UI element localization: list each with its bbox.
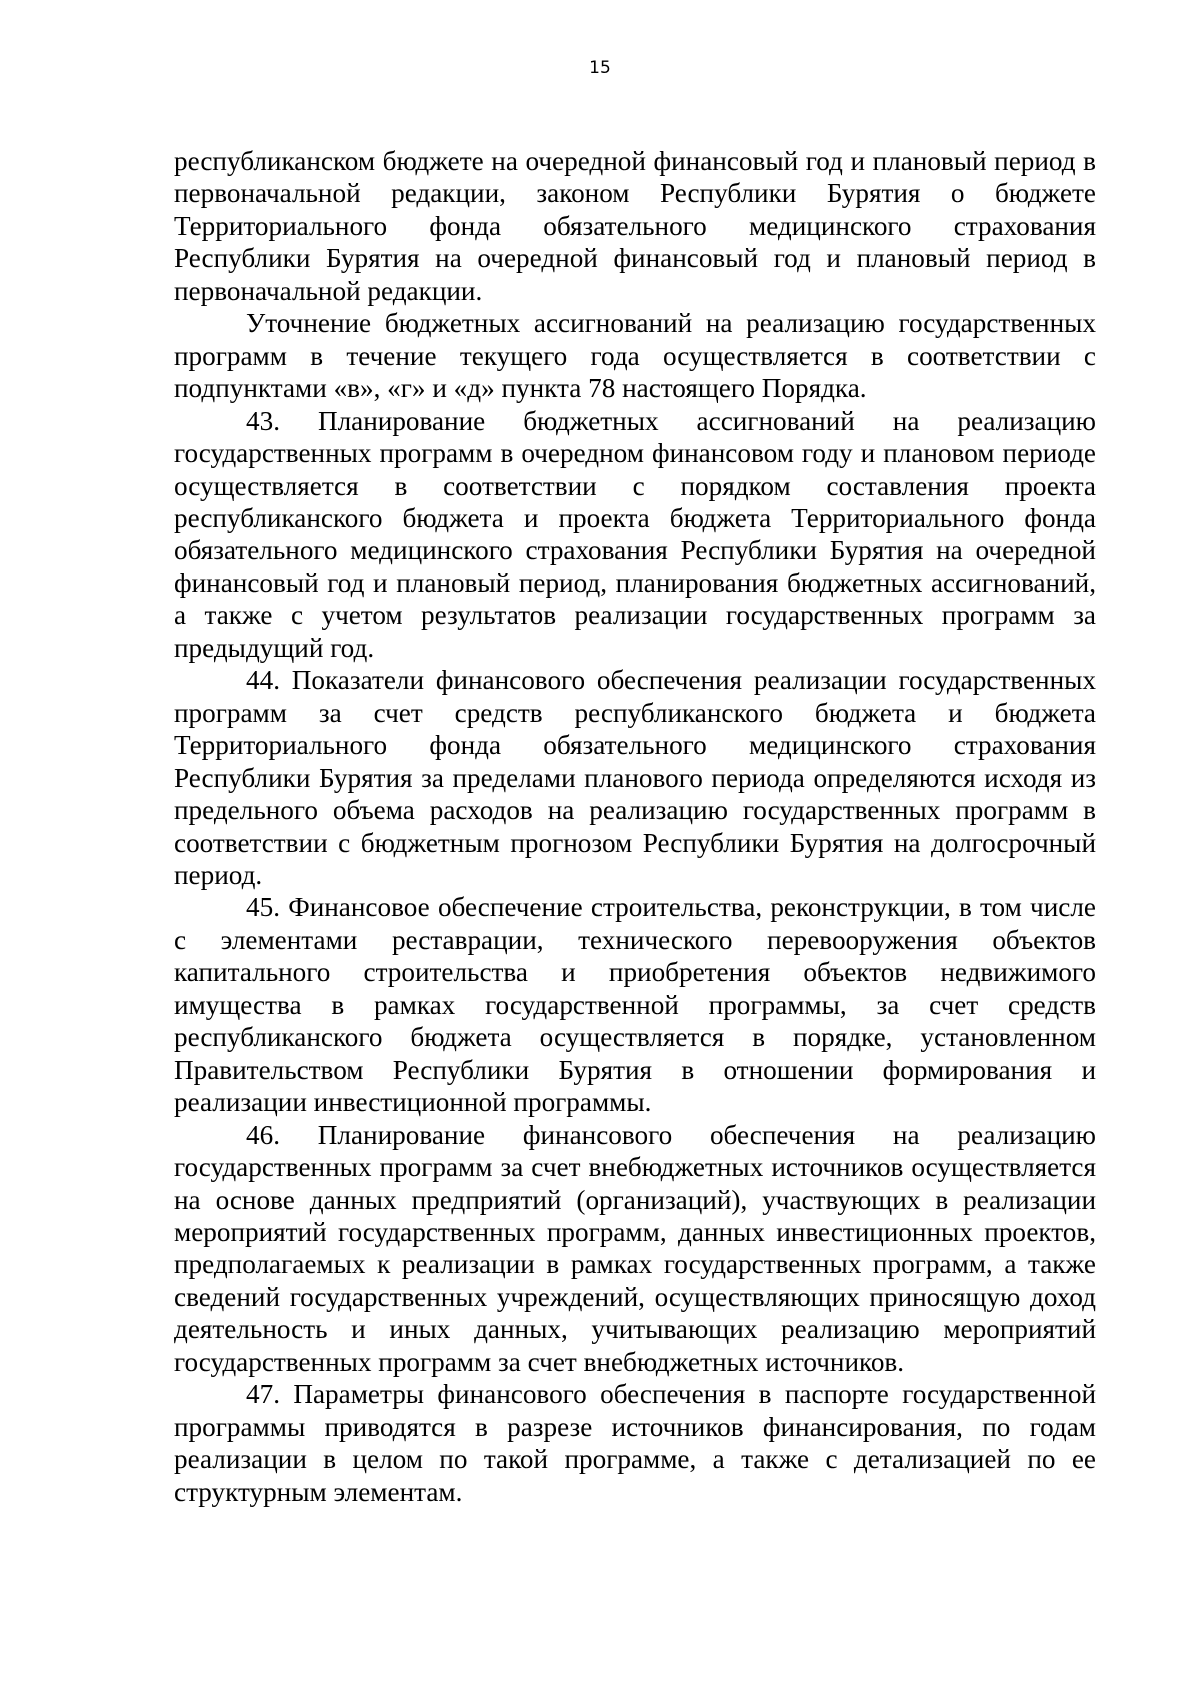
page-number: 15 bbox=[589, 58, 611, 78]
paragraph-item-45: 45. Финансовое обеспечение строительства, реконструкции, в том числе с элементами реставрации, технического перевооружения объектов капитального строительства и приобретения объектов недвижимого имущества в рамках государственной программы, за счет средств республиканского бюджета осуществляется в порядке, установленном Правительством Республики Бурятия в отношении формирования и реализации инвестиционной программы. bbox=[174, 892, 1096, 1118]
document-body bbox=[174, 145, 1096, 1508]
paragraph-item-43: 43. Планирование бюджетных ассигнований на реализацию государственных программ в очередном финансовом году и плановом периоде осуществляется в соответствии с порядком составления проекта республиканского бюджета и проекта бюджета Территориального фонда обязательного медицинского страхования Республики Бурятия на очередной финансовый год и плановый период, планирования бюджетных ассигнований, а также с учетом результатов реализации государственных программ за предыдущий год. bbox=[174, 405, 1096, 663]
paragraph-item-44: 44. Показатели финансового обеспечения реализации государственных программ за счет средств республиканского бюджета и бюджета Территориального фонда обязательного медицинского страхования Республики Бурятия за пределами планового периода определяются исходя из предельного объема расходов на реализацию государственных программ в соответствии с бюджетным прогнозом Республики Бурятия на долгосрочный период. bbox=[174, 665, 1096, 890]
paragraph-budget-clarification: Уточнение бюджетных ассигнований на реализацию государственных программ в течение текущего года осуществляется в соответствии с подпунктами «в», «г» и «д» пункта 78 настоящего Порядка. bbox=[174, 308, 1096, 404]
paragraph-item-46: 46. Планирование финансового обеспечения на реализацию государственных программ за счет внебюджетных источников осуществляется на основе данных предприятий (организаций), участвующих в реализации мероприятий государственных программ, данных инвестиционных проектов, предполагаемых к реализации в рамках государственных программ, а также сведений государственных учреждений, осуществляющих приносящую доход деятельность и иных данных, учитывающих реализацию мероприятий государственных программ за счет внебюджетных источников. bbox=[174, 1119, 1096, 1377]
paragraph-item-47: 47. Параметры финансового обеспечения в паспорте государственной программы приводятся в разрезе источников финансирования, по годам реализации в целом по такой программе, а также с детализацией по ее структурным элементам. bbox=[174, 1379, 1096, 1507]
paragraph-continuation: республиканском бюджете на очередной финансовый год и плановый период в первоначальной редакции, законом Республики Бурятия о бюджете Территориального фонда обязательного медицинского страхования Республики Бурятия на очередной финансовый год и плановый период в первоначальной редакции. bbox=[174, 146, 1096, 306]
